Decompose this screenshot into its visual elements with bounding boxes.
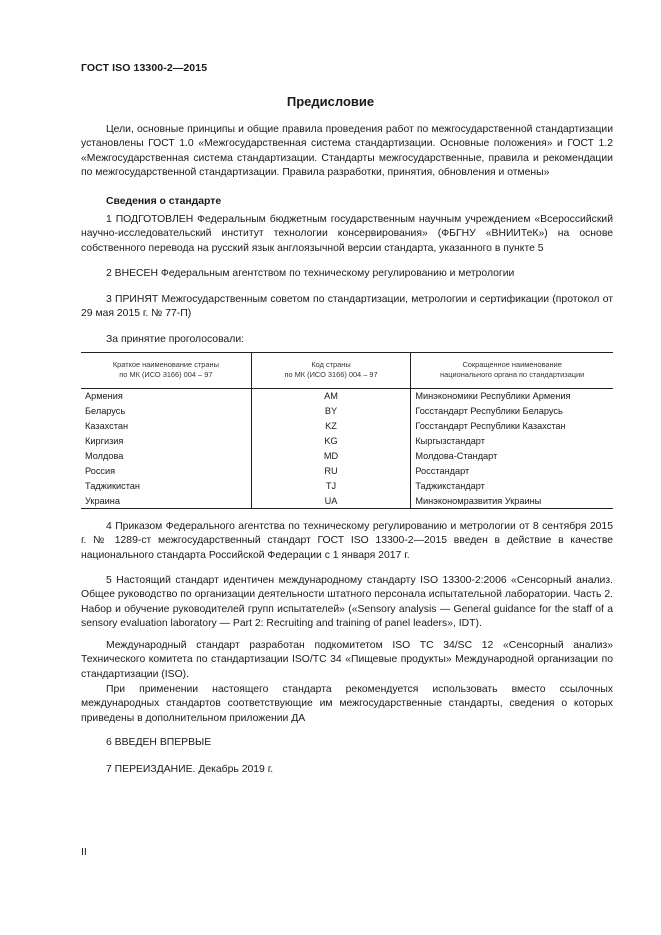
national-body: Кыргызстандарт xyxy=(411,434,613,449)
item-4-paragraph: 4 Приказом Федерального агентства по техническому регулированию и метрологии от 8 сентября 2015 г. № 1289-ст межгосударственный стандарт ГОСТ ISO 13300-2—2015 введен в действие в качестве национального стандарта Российской Федерации с 1 января 2017 г. xyxy=(81,521,613,561)
country-code: AM xyxy=(251,389,411,404)
national-body: Госстандарт Республики Казахстан xyxy=(411,419,613,434)
national-body: Госстандарт Республики Беларусь xyxy=(411,404,613,419)
table-row xyxy=(81,463,613,478)
section-title: Сведения о стандарте xyxy=(106,196,222,207)
table-row xyxy=(81,404,613,419)
country-name: Киргизия xyxy=(85,436,124,447)
country-name: Россия xyxy=(85,465,116,476)
page-title: Предисловие xyxy=(286,94,375,109)
document-code-header: ГОСТ ISO 13300-2—2015 xyxy=(81,62,208,74)
table-row xyxy=(81,389,613,404)
country-name: Беларусь xyxy=(85,406,126,417)
table-row xyxy=(81,434,613,449)
table-header-row xyxy=(81,353,613,389)
table-row xyxy=(81,493,613,508)
country-name: Армения xyxy=(85,391,123,402)
country-code: RU xyxy=(251,463,411,478)
national-body: Таджикстандарт xyxy=(411,478,613,493)
country-code: KG xyxy=(251,434,411,449)
country-code: UA xyxy=(251,493,411,508)
country-name: Таджикистан xyxy=(85,480,140,491)
country-name: Казахстан xyxy=(85,421,129,432)
column-header-country: Краткое наименование страны по МК (ИСО 3166) 004 – 97 xyxy=(81,353,251,389)
table-row xyxy=(81,478,613,493)
page-number: II xyxy=(81,846,87,858)
voted-label: За принятие проголосовали: xyxy=(106,334,245,345)
national-body: Молдова-Стандарт xyxy=(411,449,613,464)
item-6-paragraph: 6 ВВЕДЕН ВПЕРВЫЕ xyxy=(106,737,212,748)
country-code: KZ xyxy=(251,419,411,434)
table-row xyxy=(81,419,613,434)
column-header-national-body: Сокращенное наименование национального органа по стандартизации xyxy=(411,353,613,389)
national-body: Минэкономики Республики Армения xyxy=(411,389,613,404)
intro-paragraph: Цели, основные принципы и общие правила проведения работ по межгосударственной стандартизации установлены ГОСТ 1.0 «Межгосударственная система стандартизации. Основные положения» и ГОСТ 1.2 «Межгосударственная система стандартизации. Стандарты межгосударственные, правила и рекомендации по межгосударственной стандартизации. Правила разработки, принятия, обновления и отмены» xyxy=(81,124,613,179)
country-code: MD xyxy=(251,449,411,464)
country-code: BY xyxy=(251,404,411,419)
national-body: Минэкономразвития Украины xyxy=(411,493,613,508)
item-3-paragraph: 3 ПРИНЯТ Межгосударственным советом по стандартизации, метрологии и сертификации (протокол от 29 мая 2015 г. № 77-П) xyxy=(81,294,613,320)
item-5-references-paragraph: При применении настоящего стандарта рекомендуется использовать вместо ссылочных международных стандартов соответствующие им межгосударственные стандарты, сведения о которых приведены в дополнительном приложении ДА xyxy=(81,684,613,724)
country-code: TJ xyxy=(251,478,411,493)
item-5-committee-paragraph: Международный стандарт разработан подкомитетом ISO TC 34/SC 12 «Сенсорный анализ» Технического комитета по стандартизации ISO/TC 34 «Пищевые продукты» Международной организации по стандартизации (ISO). xyxy=(81,640,613,680)
table-row xyxy=(81,449,613,464)
country-name: Украина xyxy=(85,495,120,506)
item-7-paragraph: 7 ПЕРЕИЗДАНИЕ. Декабрь 2019 г. xyxy=(106,764,274,775)
national-body: Росстандарт xyxy=(411,463,613,478)
item-1-paragraph: 1 ПОДГОТОВЛЕН Федеральным бюджетным государственным научным учреждением «Всероссийский научно-исследовательский институт технологии консервирования» (ФБГНУ «ВНИИТеК») на основе собственного перевода на русский язык англоязычной версии стандарта, указанного в пункте 5 xyxy=(81,214,613,254)
column-header-code: Код страны по МК (ИСО 3166) 004 – 97 xyxy=(251,353,411,389)
voting-countries-table xyxy=(81,352,613,509)
country-name: Молдова xyxy=(85,451,124,461)
item-5-paragraph: 5 Настоящий стандарт идентичен международному стандарту ISO 13300-2:2006 «Сенсорный анализ. Общее руководство по организации деятельности штатного персонала испытательной лаборатории. Часть 2. Набор и обучение руководителей групп испытателей» («Sensory analysis — General guidance for the staff of a sensory evaluation laboratory — Part 2: Recruiting and training of panel leaders», IDT). xyxy=(81,575,613,630)
item-2-paragraph: 2 ВНЕСЕН Федеральным агентством по техническому регулированию и метрологии xyxy=(106,268,515,279)
